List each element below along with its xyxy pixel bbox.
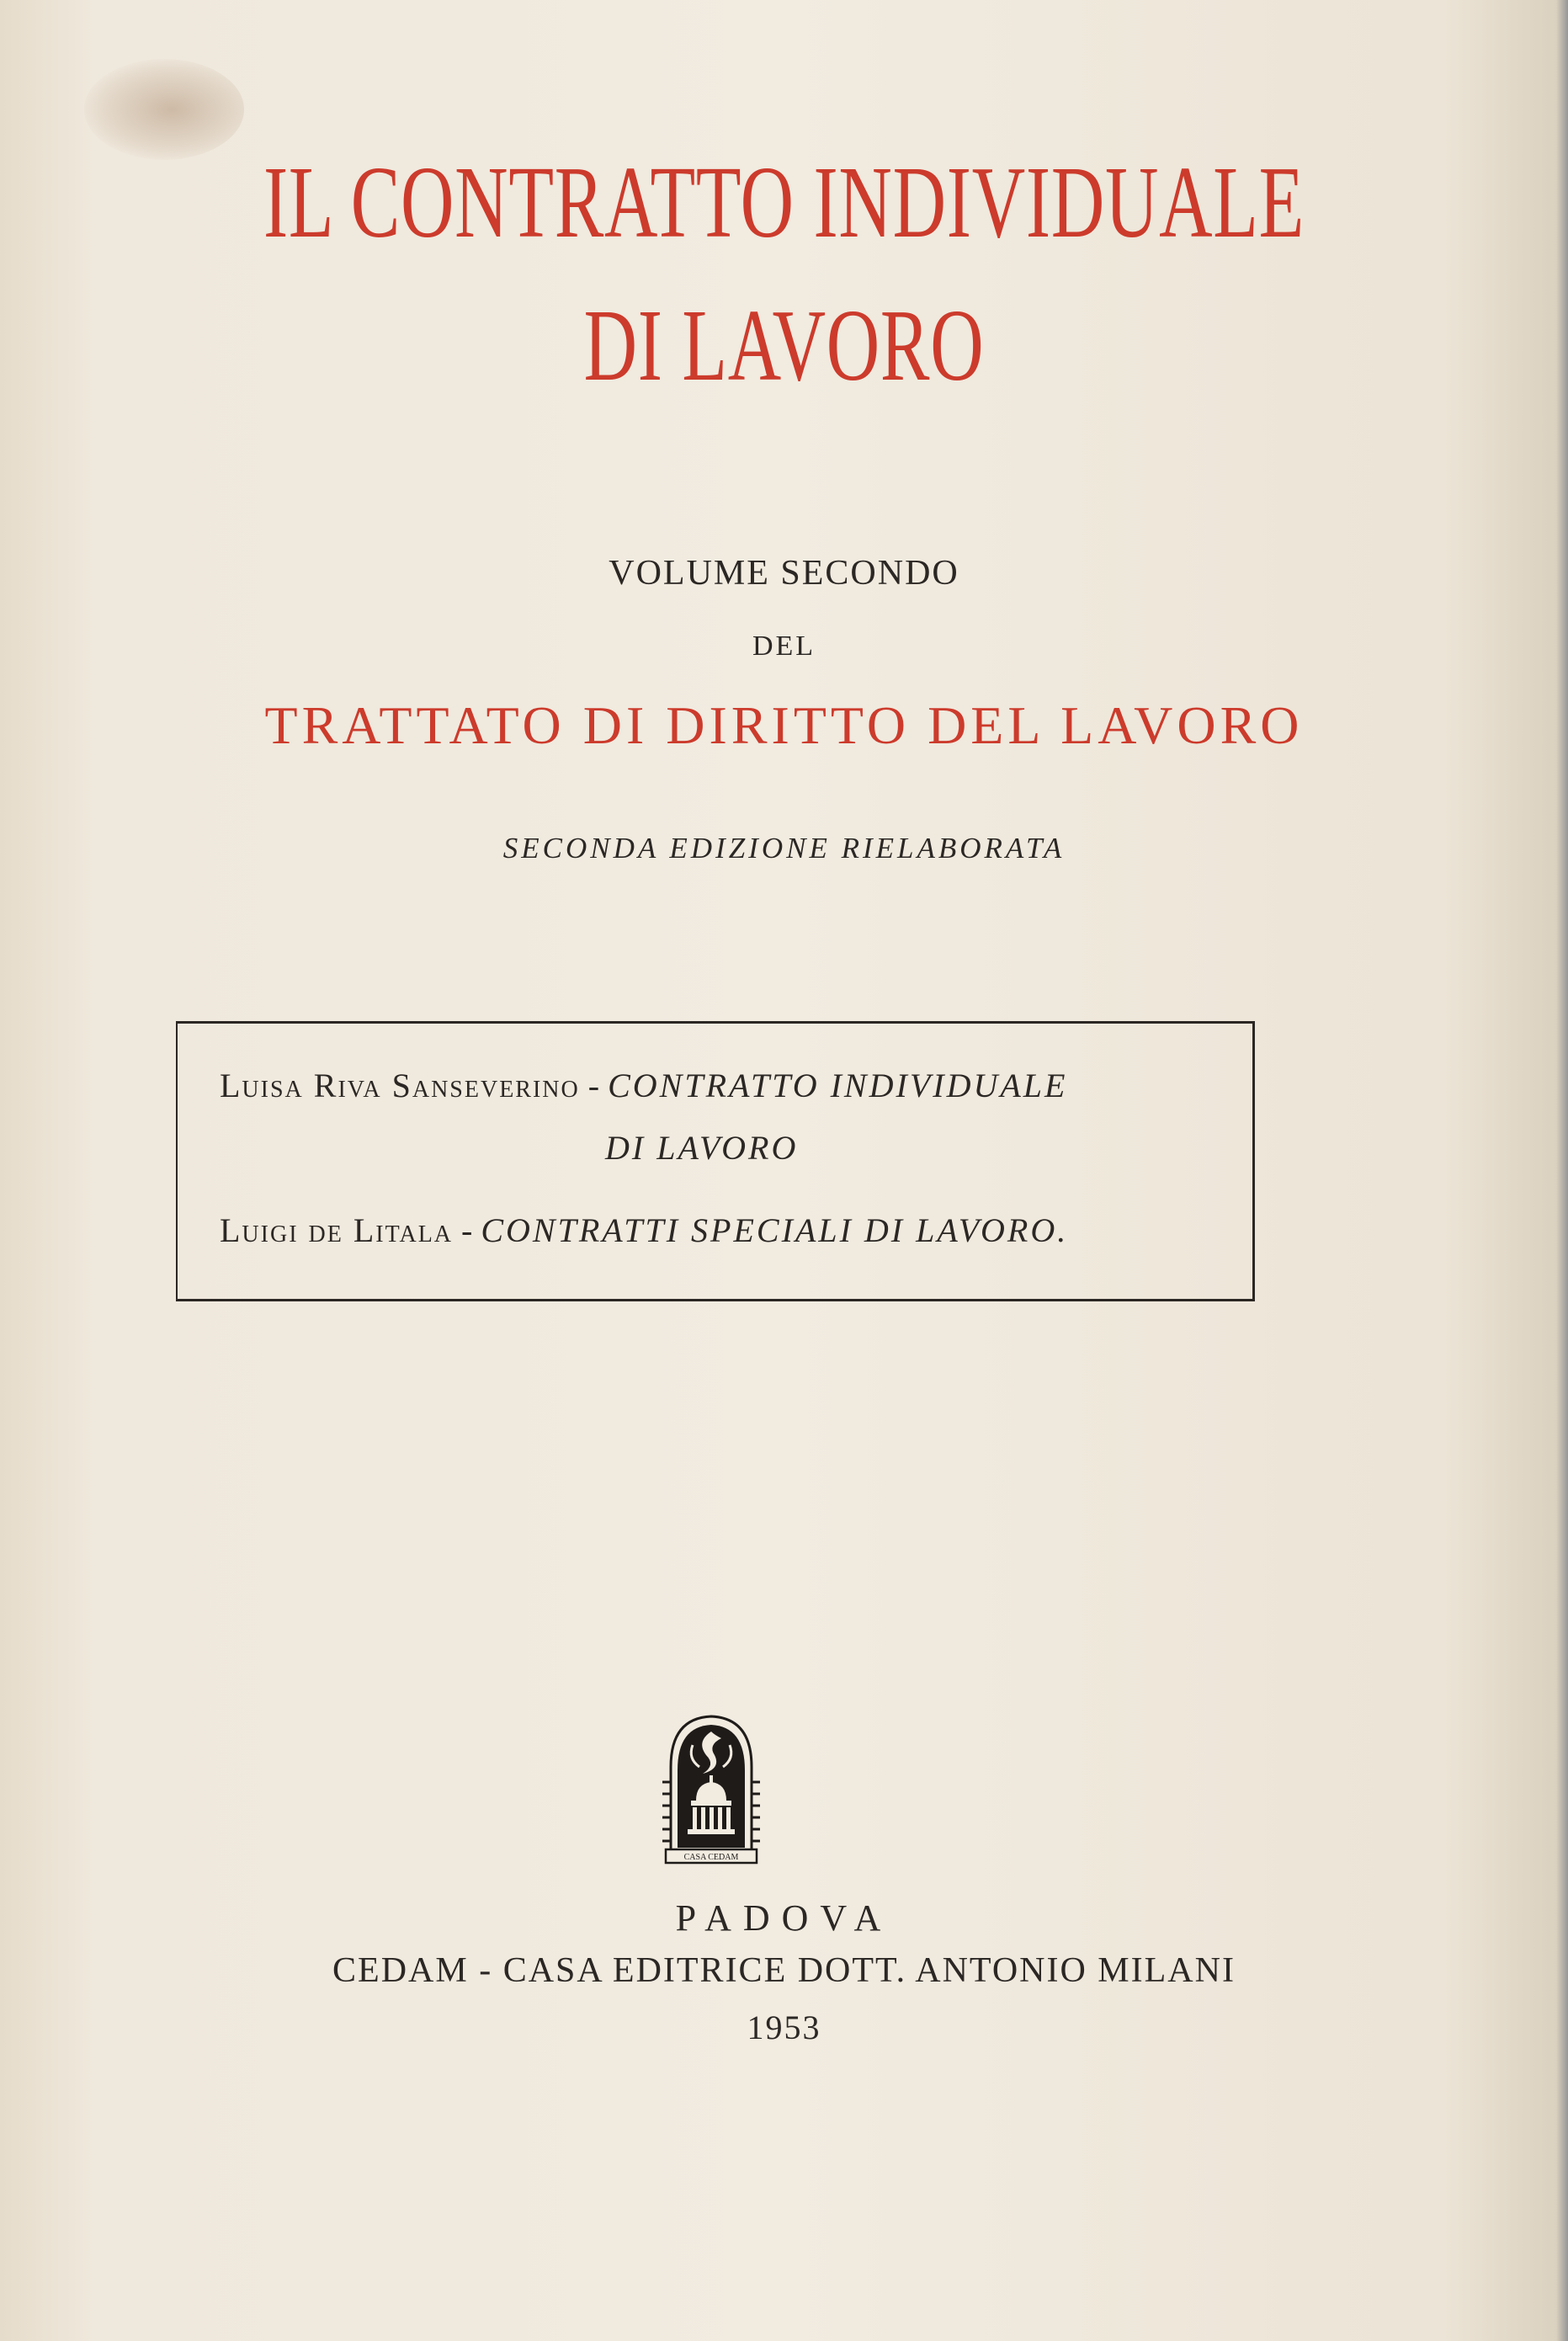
- author-name: Luisa Riva Sanseverino: [220, 1067, 580, 1104]
- contents-entry-1-continued: [605, 1128, 1568, 1168]
- volume-label: VOLUME SECONDO: [609, 554, 959, 593]
- paper-stain: [84, 59, 244, 160]
- edition-label: SECONDA EDIZIONE RIELABORATA: [502, 832, 1066, 865]
- publisher-logo-icon: [659, 1706, 763, 1866]
- logo-caption: CASA CEDAM: [683, 1853, 739, 1862]
- separator: -: [579, 1067, 609, 1104]
- contents-entry-1: [220, 1066, 1294, 1105]
- work-title-continued: DI LAVORO: [605, 1129, 799, 1167]
- place-label: PADOVA: [675, 1897, 893, 1939]
- main-title-line-1: IL CONTRATTO INDIVIDUALE: [263, 146, 1305, 259]
- work-title: CONTRATTO INDIVIDUALE: [608, 1067, 1068, 1104]
- main-title-line-2: DI LAVORO: [583, 289, 985, 402]
- work-title: CONTRATTI SPECIALI DI LAVORO.: [481, 1211, 1069, 1249]
- del-label: DEL: [752, 630, 816, 662]
- year-label: 1953: [747, 2008, 821, 2046]
- author-name: Luigi de Litala: [220, 1211, 454, 1249]
- contents-box: [176, 1021, 1255, 1301]
- contents-entry-2: [220, 1210, 1294, 1250]
- separator: -: [453, 1211, 481, 1249]
- series-title: TRATTATO DI DIRITTO DEL LAVORO: [264, 695, 1304, 755]
- publisher-label: CEDAM - CASA EDITRICE DOTT. ANTONIO MILANI: [332, 1951, 1236, 1990]
